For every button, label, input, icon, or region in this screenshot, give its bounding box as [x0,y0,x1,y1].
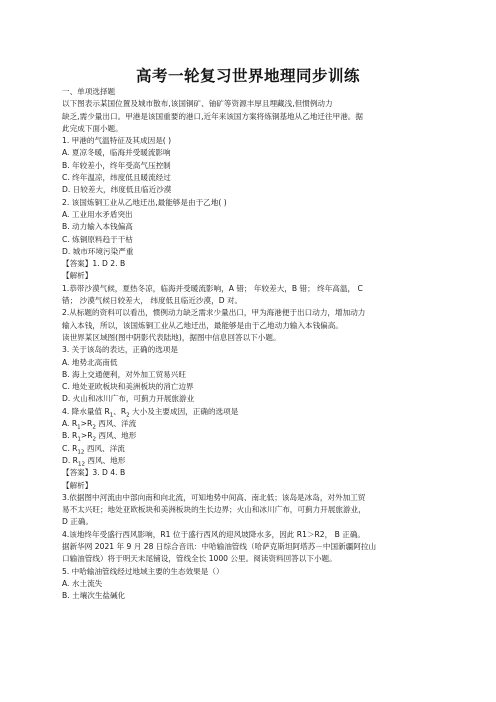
page-title: 高考一轮复习世界地理同步训练 [135,66,360,85]
question-5-stem: 5. 中哈输油管线经过地域主要的生态效果是（） [62,566,224,576]
question-4-stem: 4. 降水量值 $R_1$、$R_2$ 大小及主要成因，正确的选项是 [62,406,239,419]
analysis-line: 2.从标题的资料可以看出，惯例动力缺乏需求少量出口，甲为海港便于出口动力，增加动力 [62,308,366,318]
question-5-option-b: B. 土壤次生盐碱化 [62,591,126,601]
question-3-option-b: B. 海上交通便利，对外加工贸易兴旺 [62,369,186,379]
document-body [62,86,442,602]
section-heading: 一、单项选择题 [62,87,116,96]
intro-paragraph-line: 此完成下面小题。 [62,123,123,133]
question-3-stem: 3. 关于该岛的表达，正确的选项是 [62,345,178,355]
question-2-option-d: D. 城市环境污染严重 [62,246,134,256]
intro-paragraph-line: 据新华网 2021 年 9 月 28 日综合音讯：中哈输油管线（哈萨克斯坦阿塔苏－中国新疆阿拉山 [62,541,377,551]
question-4-option-c: C. $R_{12}$ 西风、洋流 [62,443,125,455]
answer-line: 【答案】3. D 4. B [62,468,126,478]
question-1-option-d: D. 日较差大，纬度低且临近沙漠 [62,185,172,195]
answer-line: 【答案】1. D 2. B [62,259,126,269]
question-1-option-c: C. 终年温凉，纬度低且暖流经过 [62,173,171,183]
analysis-line: 易不太兴旺；地处亚欧板块和美洲板块的生长边界；火山和冰川广布，可蓟力开展旅游业， [62,505,366,515]
intro-paragraph-line: 缺乏,需少量出口。甲港是该国重要的港口,近年来该国方案将炼铜基地从乙地迁往甲港。据 [62,111,363,121]
analysis-line: 错； 沙漠气候日较差大， 纬度低且临近沙漠，D 对。 [62,296,243,306]
analysis-line: 输入本钱，所以，该国炼铜工业从乙地迁出，最能够是由于乙地动力输入本钱偏高。 [62,320,343,330]
question-5-option-a: A. 水土流失 [62,578,103,588]
question-3-option-d: D. 火山和冰川广布，可蓟力开展旅游业 [62,394,195,404]
question-2-option-a: A. 工业用水矛盾突出 [62,209,133,219]
intro-paragraph-line: 读世界某区域图(图中阴影代表陆地)，据图中信息回答以下小题。 [62,332,281,342]
question-3-option-a: A. 地势北高南低 [62,357,118,367]
question-3-option-c: C. 地处亚欧板块和美洲板块的消亡边界 [62,382,194,392]
question-1-stem: 1. 甲港的气温特征及其成因是( ) [62,136,172,146]
question-1-option-b: B. 年较差小，终年受高气压控制 [62,160,171,170]
question-4-option-d: D. $R_{12}$ 西风、地形 [62,455,126,468]
analysis-line: 1.恭带沙漠气候，夏热冬凉，临海并受暖流影响，A 错； 年较差大，B 错； 终年高温， C [62,283,363,293]
question-4-option-b: B. $R_1>R_2$ 西风、地形 [62,431,137,443]
analysis-line: 4.该地终年受盛行西风影响，R1 位于盛行西风的迎风坡降水多，因此 R1＞R2， B 正确。 [62,529,366,539]
analysis-line: 3.依据图中河流由中部向南和向北流，可知地势中间高、南北低；该岛是冰岛，对外加工贸 [62,492,366,502]
intro-paragraph-line: 口输油管线）将于明天未尾铺设，管线全长 1000 公里。阅读资料回答以下小题。 [62,554,337,564]
question-2-option-b: B. 动力输入本钱偏高 [62,222,133,232]
intro-paragraph-line: 以下图表示某国位置及城市散布,该国铜矿、铀矿等资源丰厚且埋藏浅,但惯例动力 [62,99,333,109]
question-2-stem: 2. 该国炼铜工业从乙地迁出,最能够是由于乙地( ) [62,197,227,207]
question-2-option-c: C. 炼铜原料趋于干枯 [62,234,133,244]
analysis-label: 【解析】 [62,271,93,281]
question-1-option-a: A. 夏凉冬暖，临海并受暖流影响 [62,148,171,158]
analysis-line: D 正确。 [62,517,94,527]
question-4-option-a: A. $R_1>R_2$ 西风、洋流 [62,419,137,431]
analysis-label: 【解析】 [62,480,93,490]
